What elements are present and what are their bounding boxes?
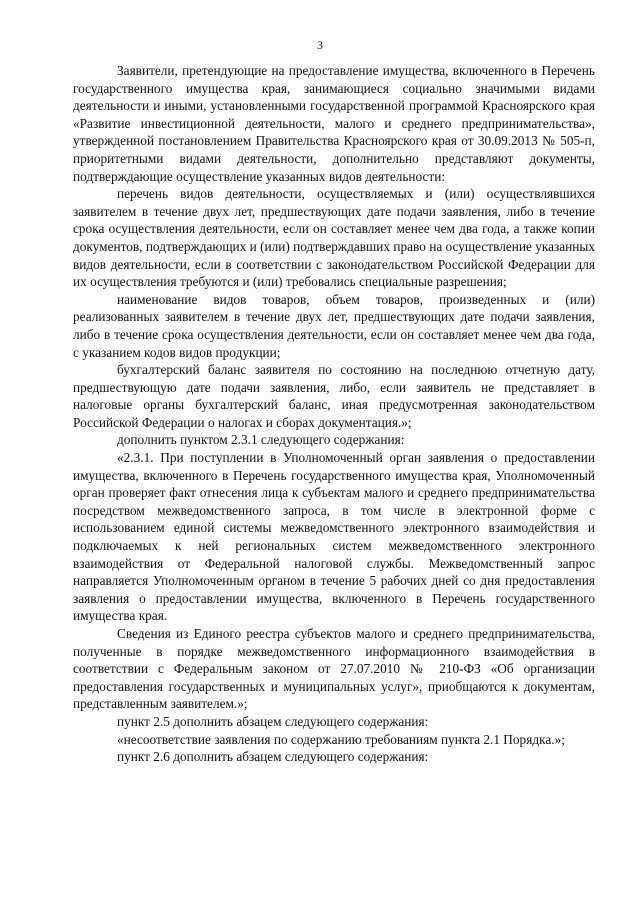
paragraph-registry-info: Сведения из Единого реестра субъектов малого и среднего предпринимательства, полученные в порядке межведомственного информационного взаимодействия в соответствии с Федеральным законом от 27.07.2010 № 210-ФЗ «Об организации предоставления государственных и муниципальных услуг», приобщаются к документам, представленным заявителем.»; — [73, 626, 595, 712]
paragraph-nonconformity: «несоответствие заявления по содержанию требованиям пункта 2.1 Порядка.»; — [117, 731, 565, 747]
paragraph-clause-2-5: пункт 2.5 дополнить абзацем следующего содержания: — [117, 713, 429, 729]
paragraph-balance-sheet: бухгалтерский баланс заявителя по состоянию на последнюю отчетную дату, предшествующую дате подачи заявления, либо, если заявитель не представляет в налоговые органы бухгалтерский баланс, иная предусмотренная законодательством Российской Федерации о налогах и сборах документация.»; — [73, 362, 595, 430]
paragraph-clause-2-3-1: «2.3.1. При поступлении в Уполномоченный орган заявления о предоставлении имущества, включенного в Перечень государственного имущества края, Уполномоченный орган проверяет факт отнесения лица к субъектам малого и среднего предпринимательства посредством межведомственного запроса, в том числе в электронной форме с использованием единой системы межведомственного электронного взаимодействия и подключаемых к ней региональных систем межведомственного электронного взаимодействия от Федеральной налоговой службы. Межведомственный запрос направляется Уполномоченным органом в течение 5 рабочих дней со дня предоставления заявления о предоставлении имущества, включенного в Перечень государственного имущества края. — [73, 450, 595, 624]
paragraph-add-2-3-1: дополнить пунктом 2.3.1 следующего содержания: — [117, 432, 405, 448]
paragraph-goods-list: наименование видов товаров, объем товаров, произведенных и (или) реализованных заявителем в течение двух лет, предшествующих дате подачи заявления, либо в течение срока осуществления деятельности, если он составляет менее чем два года, с указанием кодов видов продукции; — [73, 291, 595, 360]
paragraph-applicants-intro: Заявители, претендующие на предоставление имущества, включенного в Перечень государственного имущества края, занимающиеся социально значимыми видами деятельности и иными, установленными государственной программой Красноярского края «Развитие инвестиционной деятельности, малого и среднего предпринимательства», утвержденной постановлением Правительства Красноярского края от 30.09.2013 № 505-п, приоритетными видами деятельности, дополнительно представляют документы, подтверждающие осуществление указанных видов деятельности: — [73, 63, 595, 184]
paragraph-clause-2-6: пункт 2.6 дополнить абзацем следующего содержания: — [117, 749, 429, 765]
paragraph-activity-list: перечень видов деятельности, осуществляемых и (или) осуществлявшихся заявителем в течение двух лет, предшествующих дате подачи заявления, либо в течение срока осуществления деятельности, если он составляет менее чем два года, а также копии документов, подтверждающих и (или) подтверждавших право на осуществление указанных видов деятельности, если в соответствии с законодательством Российской Федерации для их осуществления требуются и (или) требовались специальные разрешения; — [73, 186, 595, 290]
page-number: 3 — [317, 38, 323, 52]
document-body — [73, 62, 595, 766]
